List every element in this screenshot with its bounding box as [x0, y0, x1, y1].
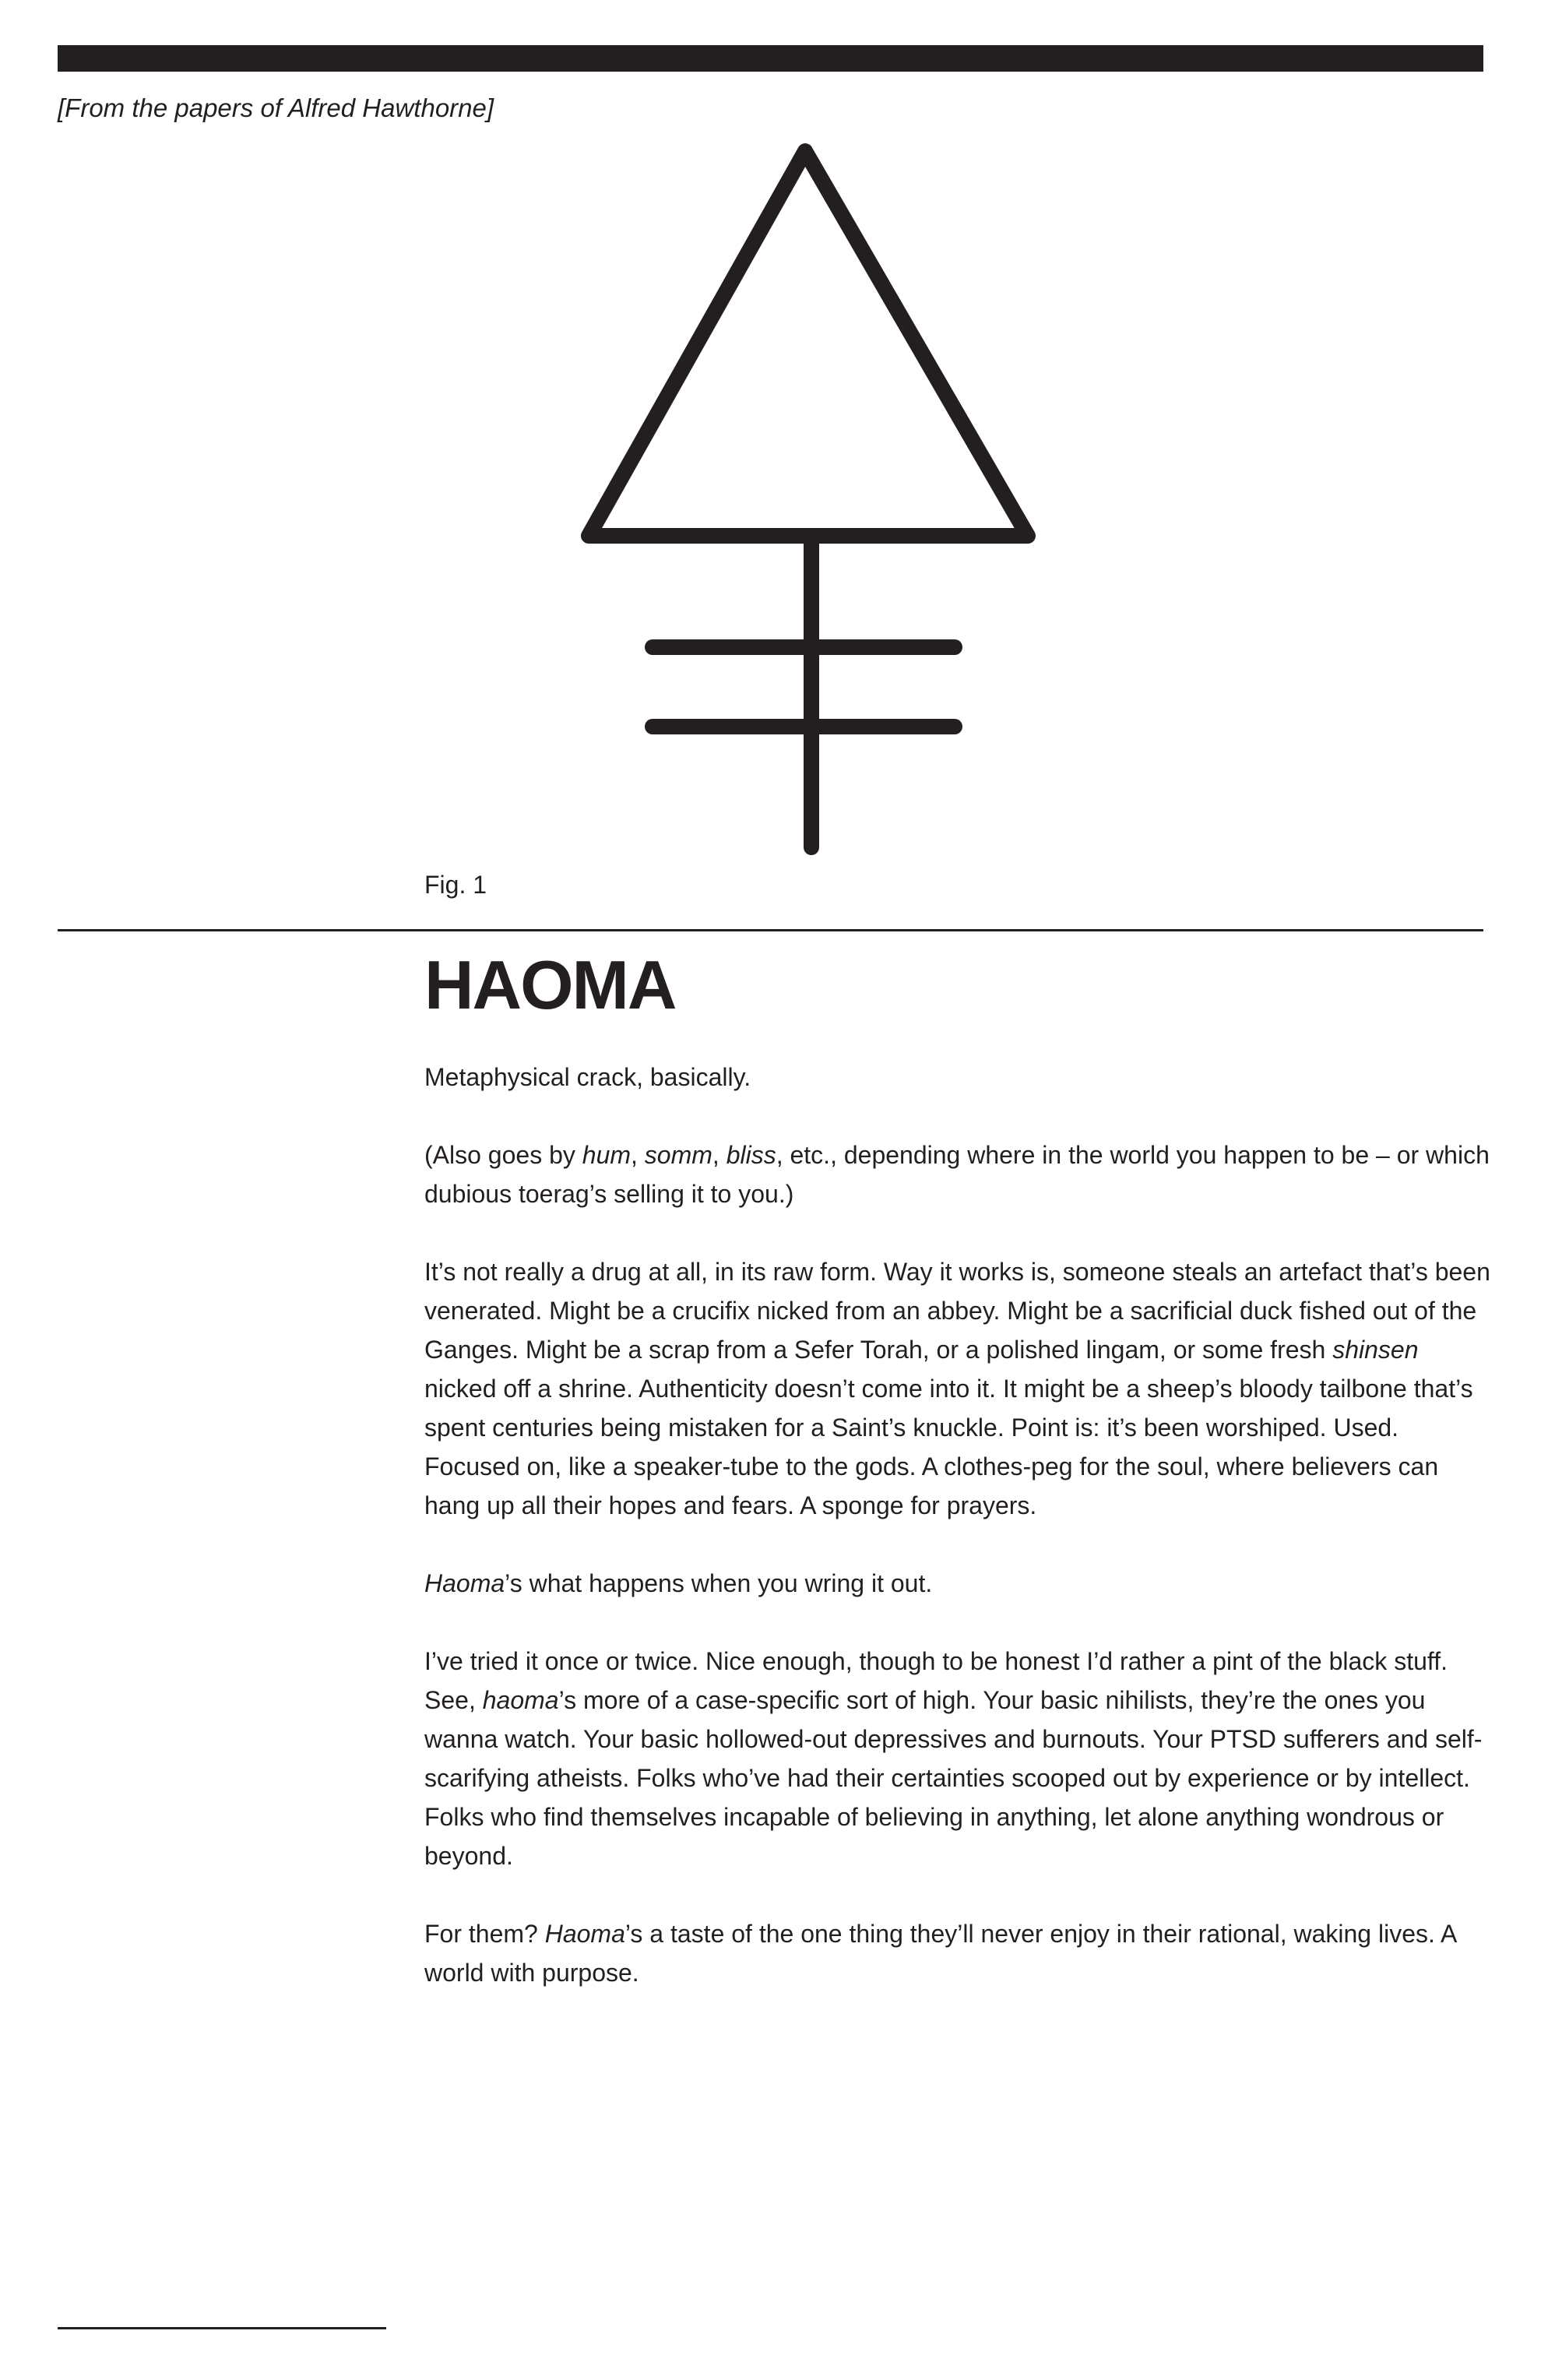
paragraph: It’s not really a drug at all, in its raw form. Way it works is, someone steals an artefact that’s been venerated. Might be a crucifix nicked from an abbey. Might be a sacrificial duck fished out of the Ganges. Might be a scrap from a Sefer Torah, or a polished lingam, or some fresh shinsen nicked off a shrine. Authenticity doesn’t come into it. It might be a sheep’s bloody tailbone that’s spent centuries being mistaken for a Saint’s knuckle. Point is: it’s been worshiped. Used. Focused on, like a speaker-tube to the gods. A clothes-peg for the soul, where believers can hang up all their hopes and fears. A sponge for prayers.	[424, 1258, 1490, 1519]
footnote-rule	[58, 2327, 386, 2329]
attribution-note: [From the papers of Alfred Hawthorne]	[58, 93, 494, 122]
symbol-triangle	[589, 151, 1028, 536]
figure-caption: Fig. 1	[424, 871, 487, 899]
paragraph: (Also goes by hum, somm, bliss, etc., depending where in the world you happen to be – or which dubious toerag’s selling it to you.)	[424, 1141, 1490, 1208]
article-body	[424, 1058, 1491, 2031]
paragraph: Haoma’s what happens when you wring it out.	[424, 1569, 933, 1597]
paragraph: I’ve tried it once or twice. Nice enough, though to be honest I’d rather a pint of the black stuff. See, haoma’s more of a case-specific sort of high. Your basic nihilists, they’re the ones you wanna watch. Your basic hollowed-out depressives and burnouts. Your PTSD sufferers and self-scarifying atheists. Folks who’ve had their certainties scooped out by experience or by intellect. Folks who find themselves incapable of believing in anything, let alone anything wondrous or beyond.	[424, 1647, 1483, 1870]
header-bar	[58, 45, 1483, 72]
haoma-alchemical-symbol-icon	[561, 132, 1043, 864]
paragraph: For them? Haoma’s a taste of the one thing they’ll never enjoy in their rational, waking lives. A world with purpose.	[424, 1920, 1456, 1987]
paragraph: Metaphysical crack, basically.	[424, 1063, 751, 1091]
page-title: HAOMA	[424, 946, 676, 1023]
section-divider	[58, 929, 1483, 931]
